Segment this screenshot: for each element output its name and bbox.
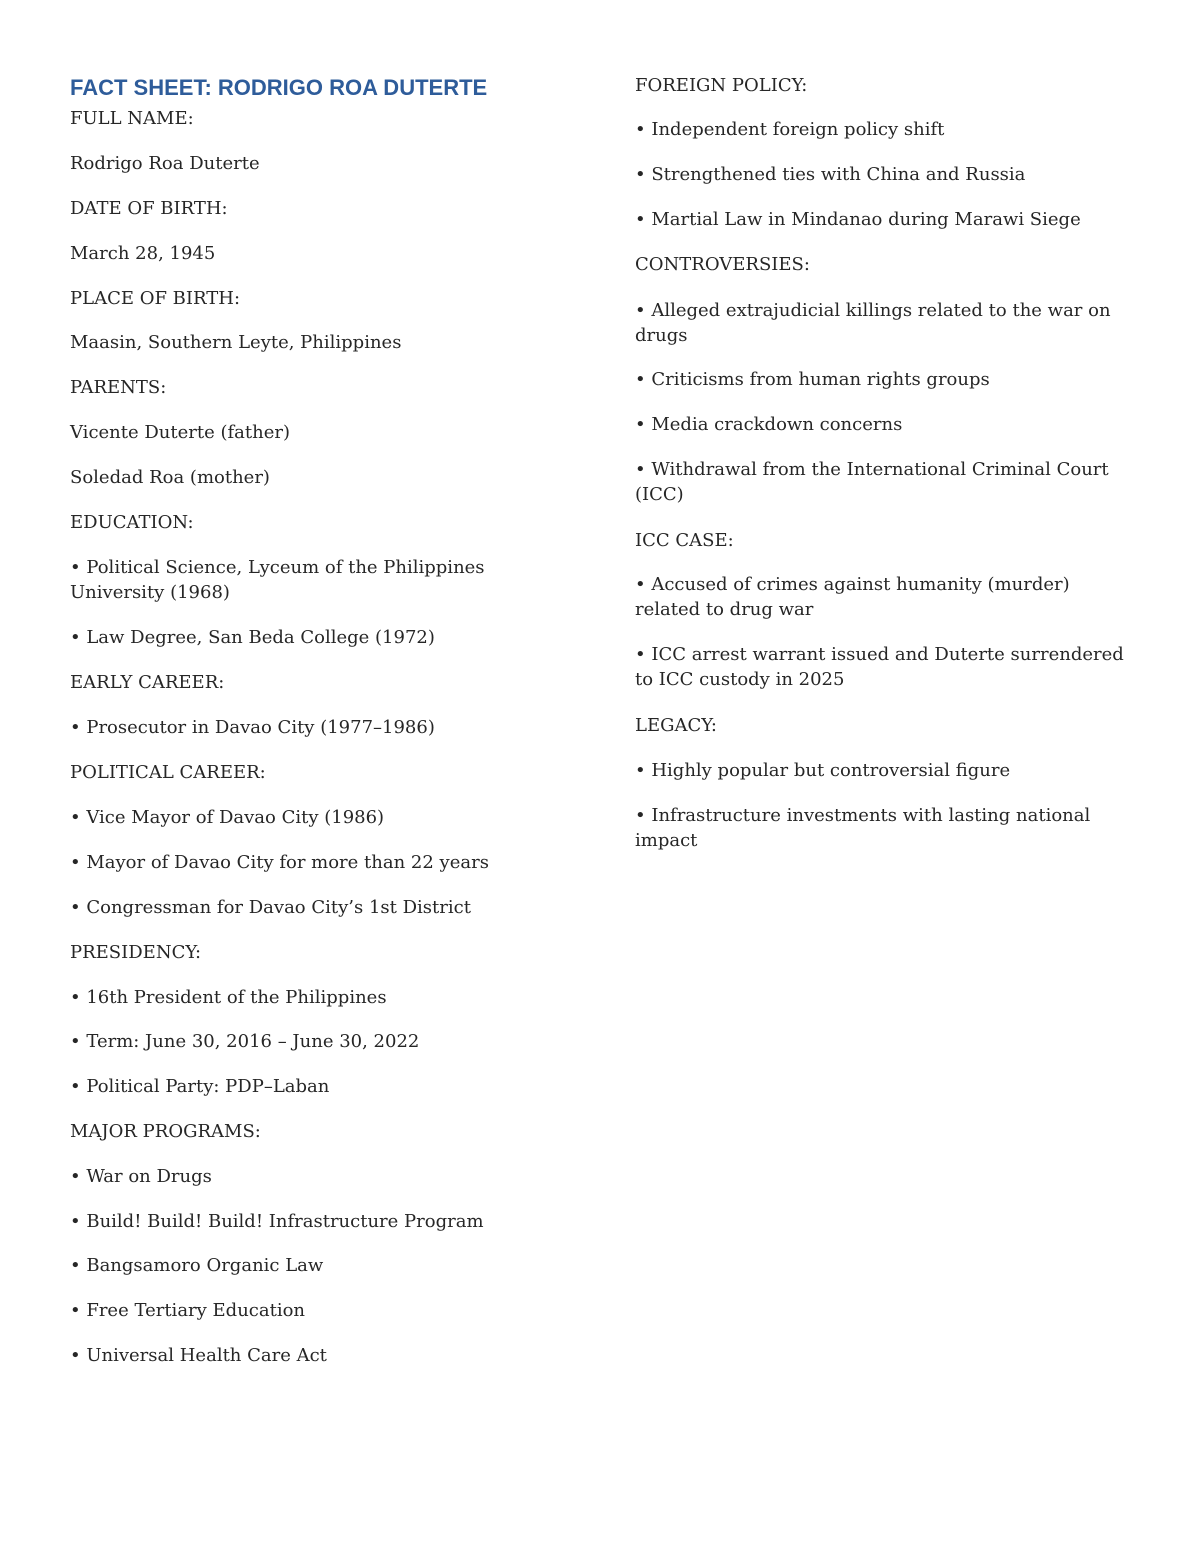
heading-date-of-birth: DATE OF BIRTH:	[70, 198, 228, 219]
heading-parents: PARENTS:	[70, 377, 167, 398]
program-item: • Build! Build! Build! Infrastructure Program	[70, 1211, 484, 1232]
heading-education: EDUCATION:	[70, 512, 194, 533]
presidency-item: • Term: June 30, 2016 – June 30, 2022	[70, 1031, 420, 1052]
icc-case-item: • ICC arrest warrant issued and Duterte surrendered to ICC custody in 2025	[635, 644, 1124, 690]
heading-presidency: PRESIDENCY:	[70, 942, 202, 963]
heading-icc-case: ICC CASE:	[635, 530, 734, 551]
heading-full-name: FULL NAME:	[70, 108, 194, 129]
controversy-item: • Criticisms from human rights groups	[635, 369, 990, 390]
icc-case-item: • Accused of crimes against humanity (murder) related to drug war	[635, 574, 1070, 620]
full-name-value: Rodrigo Roa Duterte	[70, 153, 260, 174]
legacy-item: • Infrastructure investments with lasting national impact	[635, 805, 1091, 851]
political-career-item: • Mayor of Davao City for more than 22 years	[70, 852, 489, 873]
foreign-policy-item: • Independent foreign policy shift	[635, 119, 945, 140]
parent-father: Vicente Duterte (father)	[70, 422, 291, 443]
program-item: • War on Drugs	[70, 1166, 212, 1187]
heading-place-of-birth: PLACE OF BIRTH:	[70, 288, 241, 309]
program-item: • Universal Health Care Act	[70, 1345, 327, 1366]
parent-mother: Soledad Roa (mother)	[70, 467, 270, 488]
controversy-item: • Alleged extrajudicial killings related to the war on drugs	[635, 300, 1111, 346]
education-item: • Law Degree, San Beda College (1972)	[70, 627, 435, 648]
foreign-policy-item: • Strengthened ties with China and Russia	[635, 164, 1026, 185]
foreign-policy-item: • Martial Law in Mindanao during Marawi Siege	[635, 209, 1081, 230]
presidency-item: • Political Party: PDP–Laban	[70, 1076, 330, 1097]
heading-controversies: CONTROVERSIES:	[635, 254, 810, 275]
political-career-item: • Congressman for Davao City’s 1st District	[70, 897, 471, 918]
program-item: • Bangsamoro Organic Law	[70, 1255, 324, 1276]
heading-political-career: POLITICAL CAREER:	[70, 762, 266, 783]
program-item: • Free Tertiary Education	[70, 1300, 306, 1321]
early-career-item: • Prosecutor in Davao City (1977–1986)	[70, 717, 435, 738]
education-item: • Political Science, Lyceum of the Philippines University (1968)	[70, 557, 485, 603]
presidency-item: • 16th President of the Philippines	[70, 987, 387, 1008]
political-career-item: • Vice Mayor of Davao City (1986)	[70, 807, 385, 828]
legacy-item: • Highly popular but controversial figure	[635, 760, 1011, 781]
heading-major-programs: MAJOR PROGRAMS:	[70, 1121, 261, 1142]
document-title: FACT SHEET: RODRIGO ROA DUTERTE	[70, 75, 488, 100]
heading-legacy: LEGACY:	[635, 715, 717, 736]
date-of-birth-value: March 28, 1945	[70, 243, 216, 264]
controversy-item: • Media crackdown concerns	[635, 414, 903, 435]
controversy-item: • Withdrawal from the International Criminal Court (ICC)	[635, 459, 1109, 505]
heading-early-career: EARLY CAREER:	[70, 672, 225, 693]
heading-foreign-policy: FOREIGN POLICY:	[635, 75, 808, 96]
place-of-birth-value: Maasin, Southern Leyte, Philippines	[70, 332, 402, 353]
